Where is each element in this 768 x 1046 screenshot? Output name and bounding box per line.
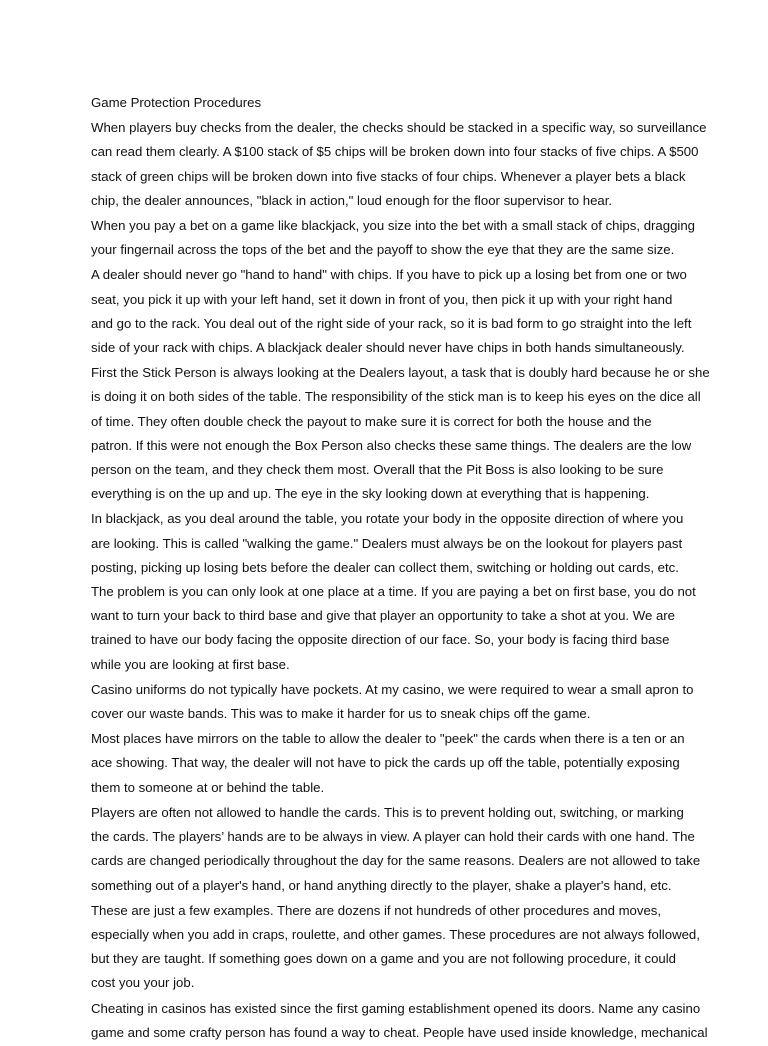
paragraph-line: them to someone at or behind the table. — [91, 779, 325, 795]
paragraph — [91, 507, 696, 676]
paragraph — [91, 678, 694, 726]
paragraph-line: Casino uniforms do not typically have pockets. At my casino, we were required to wear a small apron to — [91, 681, 694, 697]
paragraph-line: person on the team, and they check them most. Overall that the Pit Boss is also looking to be sure — [91, 462, 664, 478]
paragraph — [91, 997, 708, 1045]
paragraph — [91, 727, 687, 800]
paragraph-line: cards are changed periodically throughout the day for the same reasons. Dealers are not allowed to take — [91, 853, 701, 869]
paragraph-line: Players are often not allowed to handle the cards. This is to prevent holding out, switching, or marking — [91, 804, 684, 820]
paragraph-line: cover our waste bands. This was to make it harder for us to sneak chips off the game. — [91, 706, 591, 722]
paragraph-line: your fingernail across the tops of the bet and the payoff to show the eye that they are the same size. — [91, 242, 675, 258]
paragraph-line: In blackjack, as you deal around the table, you rotate your body in the opposite direction of where you — [91, 511, 684, 527]
document-title: Game Protection Procedures — [91, 95, 262, 110]
paragraph — [91, 116, 707, 213]
paragraph-line: When you pay a bet on a game like blackjack, you size into the bet with a small stack of chips, dragging — [91, 218, 696, 234]
paragraph — [91, 214, 696, 262]
paragraph-line: Most places have mirrors on the table to allow the dealer to "peek" the cards when there is a ten or an — [91, 731, 685, 747]
paragraph-line: Cheating in casinos has existed since the first gaming establishment opened its doors. Name any casino — [91, 1000, 701, 1016]
paragraph-line: side of your rack with chips. A blackjack dealer should never have chips in both hands simultaneously. — [91, 340, 685, 356]
paragraph-line: everything is on the up and up. The eye in the sky looking down at everything that is happening. — [91, 486, 650, 502]
paragraph-line: the cards. The players’ hands are to be always in view. A player can hold their cards with one hand. The — [91, 829, 695, 845]
paragraph-line: are looking. This is called "walking the game." Dealers must always be on the lookout for players past — [91, 535, 683, 551]
paragraph — [91, 801, 701, 898]
paragraph-line: and go to the rack. You deal out of the right side of your rack, so it is bad form to go straight into the left — [91, 315, 692, 331]
paragraph-line: patron. If this were not enough the Box Person also checks these same things. The dealers are the low — [91, 437, 692, 453]
document-page — [91, 91, 710, 1046]
paragraph-line: can read them clearly. A $100 stack of $5 chips will be broken down into four stacks of five chips. A $500 — [91, 144, 699, 160]
paragraph-line: stack of green chips will be broken down into five stacks of four chips. Whenever a player bets a black — [91, 168, 686, 184]
paragraph-line: while you are looking at first base. — [91, 656, 290, 672]
paragraph-line: First the Stick Person is always looking at the Dealers layout, a task that is doubly hard because he or she — [91, 365, 710, 381]
paragraph-line: game and some crafty person has found a way to cheat. People have used inside knowledge, mechanical — [91, 1024, 708, 1040]
paragraph-line: A dealer should never go "hand to hand" with chips. If you have to pick up a losing bet from one or two — [91, 267, 687, 283]
paragraph-line: is doing it on both sides of the table. The responsibility of the stick man is to keep his eyes on the dice all — [91, 389, 701, 405]
paragraph-line: of time. They often double check the payout to make sure it is correct for both the house and the — [91, 413, 652, 429]
paragraph-line: want to turn your back to third base and give that player an opportunity to take a shot at you. We are — [91, 608, 676, 624]
paragraph-line: chip, the dealer announces, "black in action," loud enough for the floor supervisor to hear. — [91, 192, 613, 208]
paragraph-line: seat, you pick it up with your left hand, set it down in front of you, then pick it up with your right hand — [91, 291, 673, 307]
paragraph-line: cost you your job. — [91, 975, 195, 991]
paragraph-line: but they are taught. If something goes down on a game and you are not following procedure, it could — [91, 951, 677, 967]
paragraph — [91, 899, 700, 996]
paragraph — [91, 263, 692, 360]
paragraph — [91, 361, 710, 506]
paragraph-line: These are just a few examples. There are dozens if not hundreds of other procedures and moves, — [91, 902, 662, 918]
paragraph-line: posting, picking up losing bets before the dealer can collect them, switching or holding out cards, etc. — [91, 559, 679, 575]
paragraph-line: ace showing. That way, the dealer will not have to pick the cards up off the table, potentially exposing — [91, 755, 680, 771]
document-body — [91, 116, 710, 1045]
paragraph-line: The problem is you can only look at one place at a time. If you are paying a bet on first base, you do not — [91, 584, 696, 600]
paragraph-line: especially when you add in craps, roulette, and other games. These procedures are not always followed, — [91, 926, 700, 942]
paragraph-line: When players buy checks from the dealer, the checks should be stacked in a specific way, so surveillance — [91, 120, 707, 136]
paragraph-line: trained to have our body facing the opposite direction of our face. So, your body is facing third base — [91, 632, 670, 648]
paragraph-line: something out of a player's hand, or hand anything directly to the player, shake a player's hand, etc. — [91, 877, 672, 893]
